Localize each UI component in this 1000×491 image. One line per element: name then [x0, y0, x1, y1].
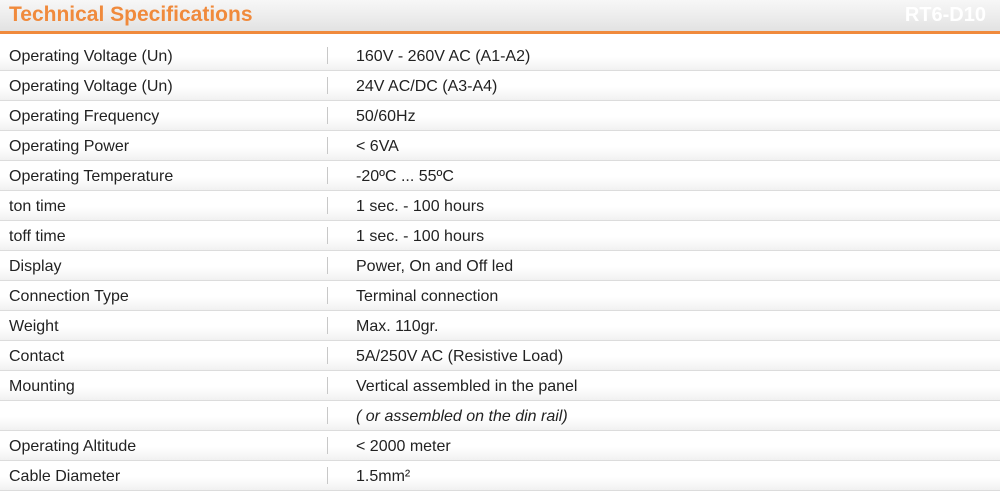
column-divider	[327, 377, 328, 394]
spec-value: 160V - 260V AC (A1-A2)	[356, 48, 531, 65]
column-divider	[327, 407, 328, 424]
spec-row-voltage-ac	[0, 41, 1000, 71]
spec-row-cable-diameter	[0, 461, 1000, 491]
spec-label: Connection Type	[9, 288, 129, 305]
spec-label: Operating Voltage (Un)	[9, 78, 173, 95]
spec-row-voltage-dc	[0, 71, 1000, 101]
spec-value: Vertical assembled in the panel	[356, 378, 578, 395]
spec-label: Display	[9, 258, 62, 275]
spec-row-weight	[0, 311, 1000, 341]
spec-row-mounting-note	[0, 401, 1000, 431]
column-divider	[327, 197, 328, 214]
spec-label: ton time	[9, 198, 66, 215]
spec-value: Power, On and Off led	[356, 258, 514, 275]
spec-value: Terminal connection	[356, 288, 499, 305]
column-divider	[327, 137, 328, 154]
column-divider	[327, 257, 328, 274]
spec-value: < 6VA	[356, 138, 399, 155]
spec-label: Mounting	[9, 378, 75, 395]
spec-label: Cable Diameter	[9, 468, 121, 485]
spec-row-connection-type	[0, 281, 1000, 311]
spec-value: 5A/250V AC (Resistive Load)	[356, 348, 564, 365]
spec-row-contact	[0, 341, 1000, 371]
column-divider	[327, 47, 328, 64]
spec-row-altitude	[0, 431, 1000, 461]
column-divider	[327, 287, 328, 304]
column-divider	[327, 347, 328, 364]
spec-label: Operating Voltage (Un)	[9, 48, 173, 65]
spec-row-power	[0, 131, 1000, 161]
spec-value: 24V AC/DC (A3-A4)	[356, 78, 498, 95]
spec-label: toff time	[9, 228, 66, 245]
spec-header	[0, 0, 1000, 34]
spec-row-ton-time	[0, 191, 1000, 221]
spec-value: 1.5mm²	[356, 468, 411, 485]
spec-label: Operating Power	[9, 138, 130, 155]
spec-row-temperature	[0, 161, 1000, 191]
spec-label: Operating Temperature	[9, 168, 174, 185]
spec-label: Weight	[9, 318, 59, 335]
spec-label: Operating Frequency	[9, 108, 160, 125]
column-divider	[327, 77, 328, 94]
spec-label: Contact	[9, 348, 65, 365]
spec-row-frequency	[0, 101, 1000, 131]
column-divider	[327, 467, 328, 484]
spec-row-toff-time	[0, 221, 1000, 251]
spec-value: < 2000 meter	[356, 438, 451, 455]
model-code: RT6-D10	[904, 4, 986, 26]
spec-table	[0, 41, 1000, 491]
spec-row-display	[0, 251, 1000, 281]
spec-value-note: ( or assembled on the din rail)	[356, 408, 568, 425]
spec-value: 50/60Hz	[356, 108, 416, 125]
page-title: Technical Specifications	[9, 3, 253, 26]
spec-value: 1 sec. - 100 hours	[356, 198, 485, 215]
column-divider	[327, 437, 328, 454]
spec-value: -20ºC ... 55ºC	[356, 168, 454, 185]
spec-label: Operating Altitude	[9, 438, 137, 455]
column-divider	[327, 227, 328, 244]
spec-value: 1 sec. - 100 hours	[356, 228, 485, 245]
column-divider	[327, 107, 328, 124]
column-divider	[327, 167, 328, 184]
spec-value: Max. 110gr.	[356, 318, 439, 335]
spec-row-mounting	[0, 371, 1000, 401]
column-divider	[327, 317, 328, 334]
